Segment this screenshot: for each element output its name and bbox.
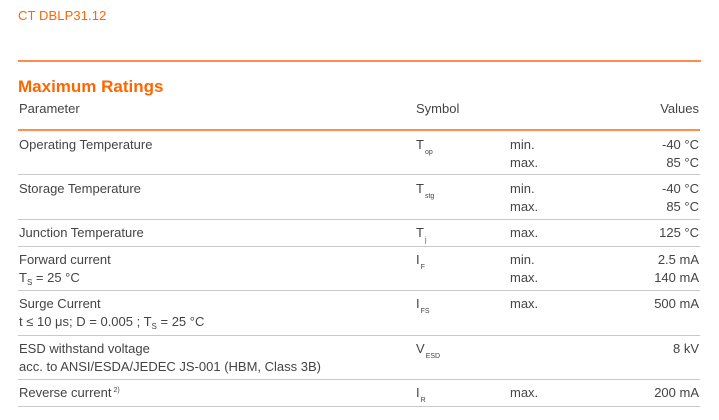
row-condition: min. max.: [510, 181, 539, 214]
row-values: 125 °C: [659, 225, 699, 240]
section-title: Maximum Ratings: [18, 77, 164, 96]
maximum-ratings-table: [18, 99, 700, 407]
row-condition: min. max.: [510, 137, 539, 170]
table-row: [18, 336, 700, 380]
row-parameter: Forward current $T_S = 25$ °C: [19, 252, 111, 287]
table-row: [18, 131, 700, 175]
row-condition: max.: [510, 296, 539, 311]
column-header-symbol: Symbol: [416, 101, 460, 116]
row-parameter: Reverse current $^{2)}$: [19, 385, 120, 400]
row-condition: max.: [510, 385, 539, 400]
document-id: CT DBLP31.12: [18, 8, 107, 23]
row-values: 2.5 mA 140 mA: [654, 252, 699, 285]
column-header-values: Values: [660, 101, 699, 116]
table-row: [18, 380, 700, 407]
table-row: [18, 220, 700, 247]
row-values: 500 mA: [654, 296, 699, 311]
row-symbol: $T_j$: [416, 225, 427, 244]
row-symbol: $V_{ESD}$: [416, 341, 441, 360]
row-values: -40 °C 85 °C: [662, 137, 699, 170]
table-row: [18, 175, 700, 220]
row-symbol: $I_R$: [416, 385, 426, 404]
row-values: -40 °C 85 °C: [662, 181, 699, 214]
row-symbol: $T_{op}$: [416, 137, 433, 156]
row-symbol: $T_{stg}$: [416, 181, 435, 200]
table-row: [18, 247, 700, 291]
header-rule: [18, 60, 701, 62]
row-condition: max.: [510, 225, 539, 240]
row-parameter: Operating Temperature: [19, 137, 153, 152]
row-symbol: $I_F$: [416, 252, 425, 271]
row-symbol: $I_{FS}$: [416, 296, 430, 315]
footnote-marker: 2): [113, 387, 120, 394]
row-condition: min. max.: [510, 252, 539, 285]
row-values: 8 kV: [672, 341, 699, 356]
row-parameter: Junction Temperature: [19, 225, 144, 240]
row-values: 200 mA: [654, 385, 699, 400]
row-parameter: ESD withstand voltage acc. to ANSI/ESDA/JEDEC JS-001 (HBM, Class 3B): [19, 341, 321, 374]
table-row: [18, 291, 700, 336]
table-header-row: [18, 99, 700, 131]
row-parameter: Storage Temperature: [19, 181, 141, 196]
row-parameter: Surge Current t ≤ 10 μs; D = 0.005 ; $T_S = 25$ °C: [19, 296, 205, 331]
column-header-parameter: Parameter: [19, 101, 80, 116]
